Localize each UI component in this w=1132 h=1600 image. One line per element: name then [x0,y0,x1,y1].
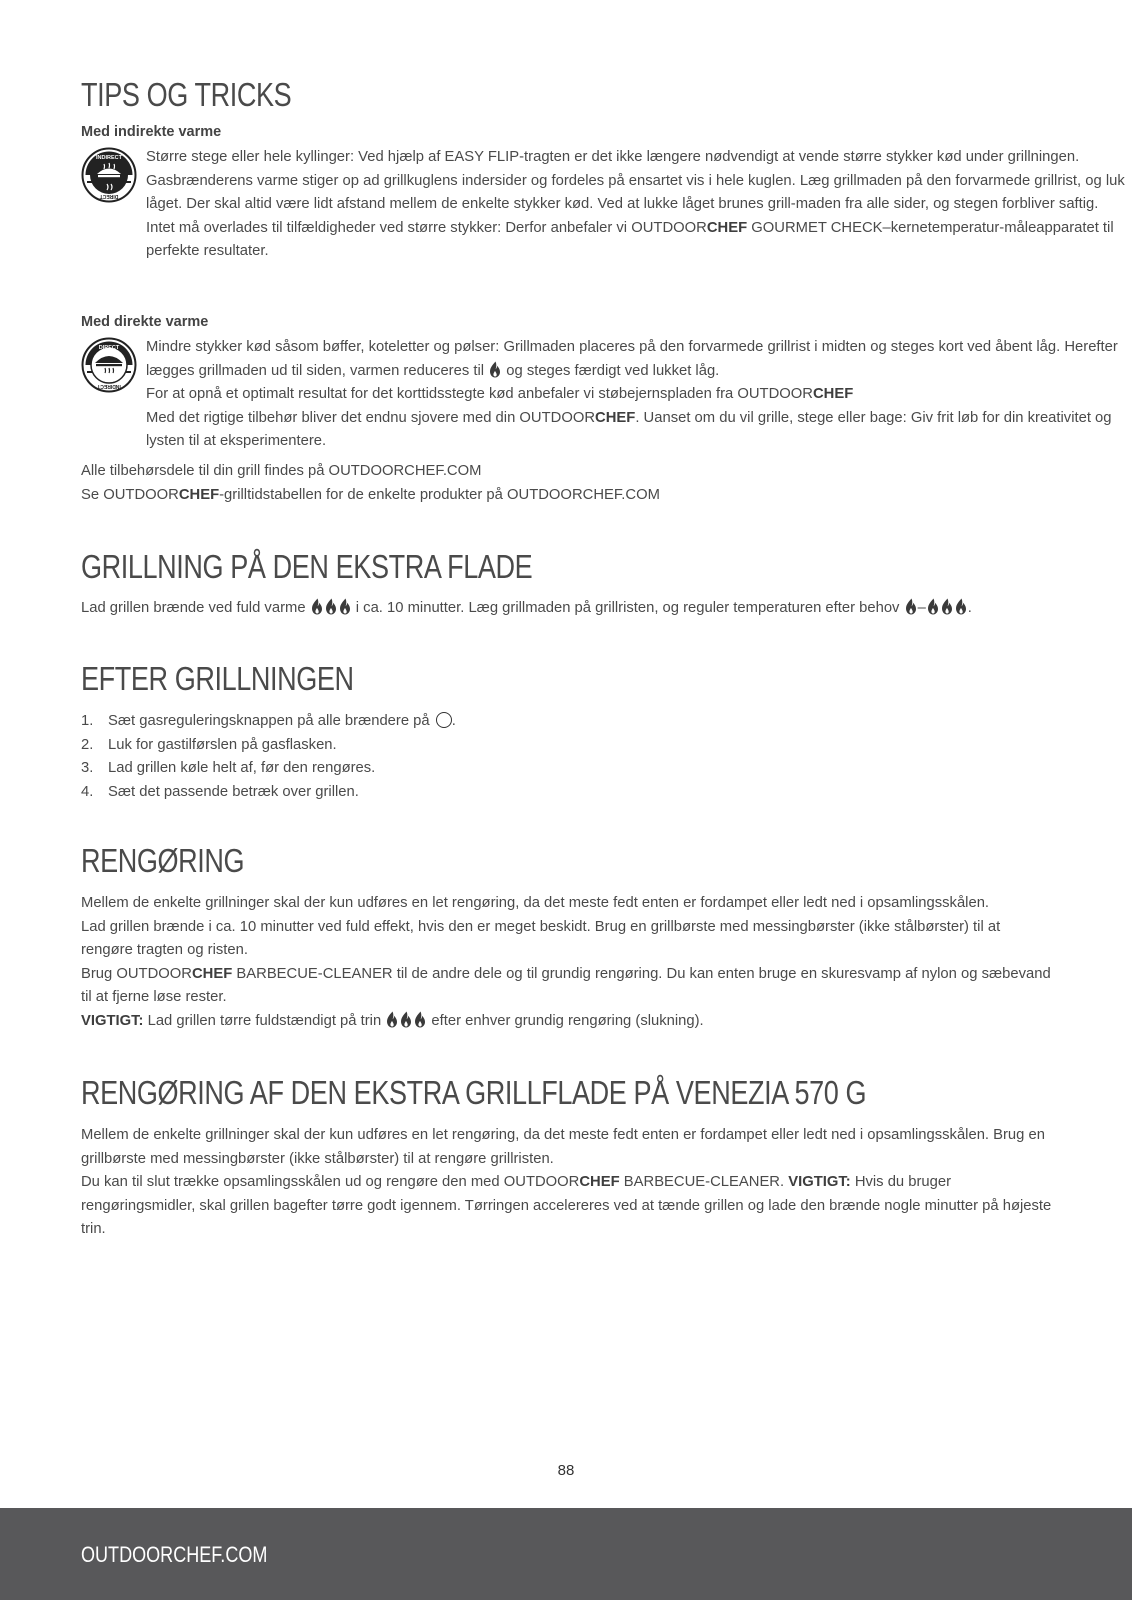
badge-top-text: INDIRECT [96,155,122,161]
flame-icon [339,598,351,615]
accessory-lines [81,460,1071,507]
footer-site-link[interactable]: OUTDOORCHEF.COM [81,1542,268,1567]
flame-icon [905,598,917,615]
after-grilling-list [81,710,981,804]
footer-bar [0,1508,1132,1600]
flame-icon [489,361,501,378]
section-title-after: EFTER GRILLNINGEN [81,660,354,697]
direct-text-2: For at opnå et optimalt resultat for det korttidsstegte kød anbefaler vi støbejernspladen fra OUTDOORCHEF [146,386,854,403]
direct-heat-heading: Med direkte varme [81,314,209,330]
flame-icon [955,598,967,615]
badge-top-text: DIRECT [98,345,120,351]
direct-paragraph [146,336,1132,454]
cleaning-text-2: Lad grillen brænde i ca. 10 minutter ved fuld effekt, hvis den er meget beskidt. Brug en grillbørste med messingbørster (ikke stålbørster) til at rengøre tragten og risten. [81,918,1001,959]
direct-text-1: Mindre stykker kød såsom bøffer, koteletter og pølser: Grillmaden placeres på den forvarmede grillrist i midten og steges kort ved åbent låg. Herefter lægges grillmaden ud til siden, varmen reduceres til og steges færdigt ved lukket låg. [146,339,1118,379]
flame-icon [311,598,323,615]
off-ring-icon [436,712,452,728]
cleaning-text-1: Mellem de enkelte grillninger skal der kun udføres en let rengøring, da det meste fedt enten er fordampet eller ledt ned i opsamlingsskålen. [81,895,990,911]
accessory-line: Alle tilbehørsdele til din grill findes på OUTDOORCHEF.COM [81,463,482,479]
flame-icon [386,1011,398,1028]
flame-icon [927,598,939,615]
section-title-extra: GRILLNING PÅ DEN EKSTRA FLADE [81,548,533,585]
section-title-cleaning-extra: RENGØRING AF DEN EKSTRA GRILLFLADE PÅ VENEZIA 570 G [81,1074,867,1111]
indirect-text-2: Intet må overlades til tilfældigheder ved større stykker: Derfor anbefaler vi OUTDOORCHEF GOURMET CHECK–kernetemperatur-måleapparatet til perfekte resultater. [146,219,1114,260]
flame-icon [941,598,953,615]
indirect-badge-icon [81,147,137,203]
cleaning-extra-text-2: Du kan til slut trække opsamlingsskålen ud og rengøre den med OUTDOORCHEF BARBECUE-CLEANER. VIGTIGT: Hvis du bruger rengøringsmidler, skal grillen bagefter tørre godt igennem. Tørringen accelereres ved at tænde grillen og lade den brænde nogle minutter på højeste trin. [81,1174,1052,1238]
page-number: 88 [557,1462,575,1479]
flame-icon [400,1011,412,1028]
indirect-paragraph [146,146,1132,264]
section-title-tips: TIPS OG TRICKS [81,76,292,113]
flame-icon [414,1011,426,1028]
flame-icon [325,598,337,615]
list-item: 3. Lad grillen køle helt af, før den rengøres. [81,760,376,777]
direct-text-3: Med det rigtige tilbehør bliver det endnu sjovere med din OUTDOORCHEF. Uanset om du vil grille, stege eller bage: Giv frit løb for din kreativitet og lysten til at eksperimentere. [146,409,1112,450]
grill-time-line: Se OUTDOORCHEF-grilltidstabellen for de enkelte produkter på OUTDOORCHEF.COM [81,486,660,503]
section-title-cleaning: RENGØRING [81,842,245,879]
extra-paragraph: Lad grillen brænde ved fuld varme i ca. 10 minutter. Læg grillmaden på grillristen, og reguler temperaturen efter behov – . [81,600,972,616]
badge-bottom-text: INDIRECT [97,383,121,389]
cleaning-extra-text-1: Mellem de enkelte grillninger skal der kun udføres en let rengøring, da det meste fedt enten er fordampet eller ledt ned i opsamlingsskålen. Brug en grillbørste med messingbørster (ikke stålbørster) til at rengøre grillristen. [81,1127,1045,1167]
badge-bottom-text: DIRECT [99,193,119,199]
cleaning-text-3: Brug OUTDOORCHEF BARBECUE-CLEANER til de andre dele og til grundig rengøring. Du kan enten bruge en skuresvamp af nylon og sæbevand til at fjerne løse rester. [81,965,1051,1006]
indirect-text-1: Større stege eller hele kyllinger: Ved hjælp af EASY FLIP-tragten er det ikke længere nødvendigt at vende større stykker kød under grillningen. Gasbrænderens varme stiger op ad grillkuglens indersider og fordeles på ensartet vis i hele kuglen. Læg grillmaden på den forvarmede grillrist, og luk låget. Der skal altid være lidt afstand mellem de enkelte stykker kød. Ved at lukke låget brunes grill-maden fra alle sider, og stegen forbliver saftig. [146,149,1125,213]
direct-badge-icon [81,337,137,393]
cleaning-paragraph [81,892,1056,1034]
cleaning-extra-paragraph [81,1124,1061,1242]
list-item: 2. Luk for gastilførslen på gasflasken. [81,736,337,753]
list-item: 1. Sæt gasreguleringsknappen på alle brændere på . [81,713,456,729]
list-item: 4. Sæt det passende betræk over grillen. [81,783,359,800]
cleaning-text-4: VIGTIGT: Lad grillen tørre fuldstændigt på trin efter enhver grundig rengøring (slukning). [81,1012,704,1029]
indirect-heat-heading: Med indirekte varme [81,124,222,140]
